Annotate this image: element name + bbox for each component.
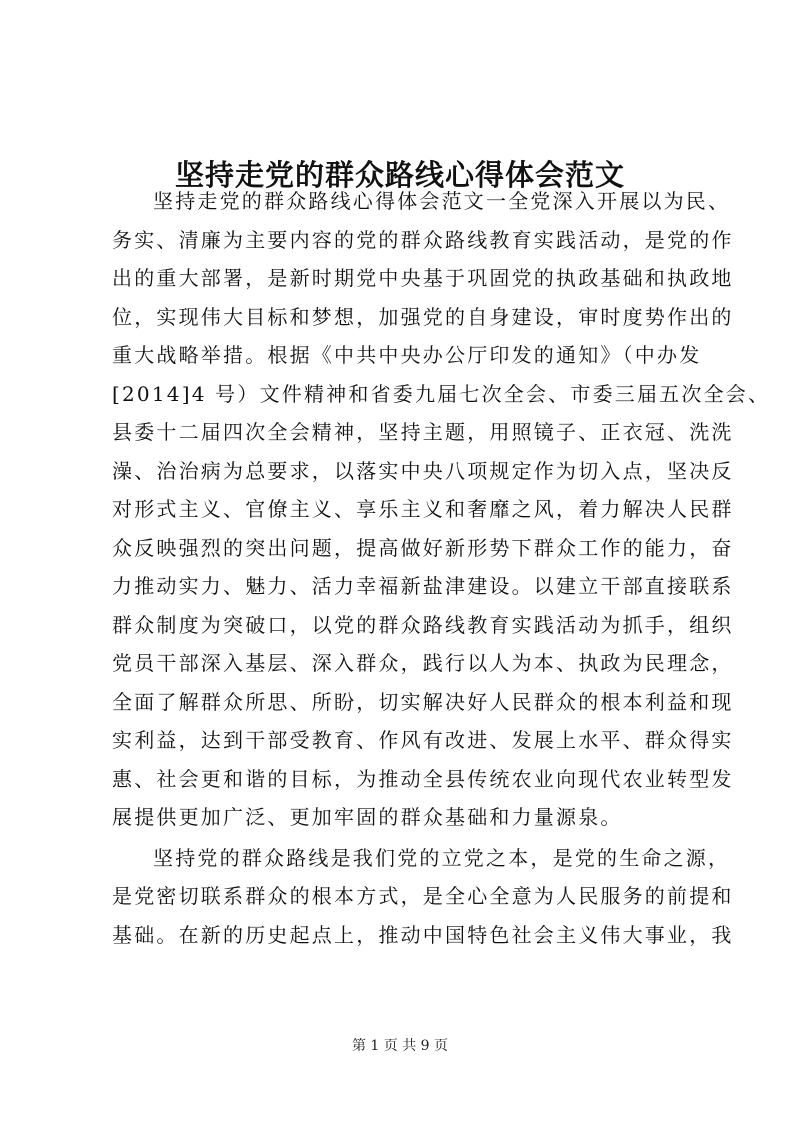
text-line: [2014]4 号）文件精神和省委九届七次全会、市委三届五次全会、 bbox=[112, 381, 771, 406]
text-line: 县委十二届四次全会精神，坚持主题，用照镜子、正衣冠、洗洗 bbox=[112, 420, 734, 444]
text-line: 位，实现伟大目标和梦想，加强党的自身建设，审时度势作出的 bbox=[112, 304, 734, 329]
paragraph bbox=[112, 182, 771, 837]
text-line: 是党密切联系群众的根本方式，是全心全意为人民服务的前提和 bbox=[112, 884, 734, 908]
text-line: 全面了解群众所思、所盼，切实解决好人民群众的根本利益和现 bbox=[112, 689, 734, 714]
paragraph bbox=[112, 839, 734, 955]
text-line: 党员干部深入基层、深入群众，践行以人为本、执政为民理念， bbox=[112, 651, 734, 675]
text-line: 重大战略举措。根据《中共中央办公厅印发的通知》（中办发 bbox=[112, 343, 702, 367]
text-line: 务实、清廉为主要内容的党的群众路线教育实践活动，是党的作 bbox=[112, 227, 734, 252]
text-line: 澡、治治病为总要求，以落实中央八项规定作为切入点，坚决反 bbox=[112, 458, 734, 483]
text-line: 基础。在新的历史起点上，推动中国特色社会主义伟大事业，我 bbox=[112, 922, 734, 947]
text-line: 力推动实力、魅力、活力幸福新盐津建设。以建立干部直接联系 bbox=[112, 574, 734, 598]
text-line: 实利益，达到干部受教育、作风有改进、发展上水平、群众得实 bbox=[112, 728, 734, 752]
document-title: 坚持走党的群众路线心得体会范文 bbox=[174, 158, 625, 193]
text-line: 惠、社会更和谐的目标，为推动全县传统农业向现代农业转型发 bbox=[112, 766, 734, 791]
text-line: 众反映强烈的突出问题，提高做好新形势下群众工作的能力，奋 bbox=[112, 535, 734, 560]
page-footer: 第 1 页 共 9 页 bbox=[351, 1038, 449, 1054]
text-line: 坚持走党的群众路线心得体会范文一全党深入开展以为民、 bbox=[153, 189, 731, 213]
text-line: 群众制度为突破口，以党的群众路线教育实践活动为抓手，组织 bbox=[112, 612, 734, 637]
text-line: 展提供更加广泛、更加牢固的群众基础和力量源泉。 bbox=[112, 805, 623, 829]
document-body bbox=[112, 182, 771, 956]
text-line: 出的重大部署，是新时期党中央基于巩固党的执政基础和执政地 bbox=[112, 266, 734, 290]
text-line: 对形式主义、官僚主义、享乐主义和奢靡之风，着力解决人民群 bbox=[112, 497, 734, 521]
text-line: 坚持党的群众路线是我们党的立党之本，是党的生命之源， bbox=[153, 845, 731, 870]
